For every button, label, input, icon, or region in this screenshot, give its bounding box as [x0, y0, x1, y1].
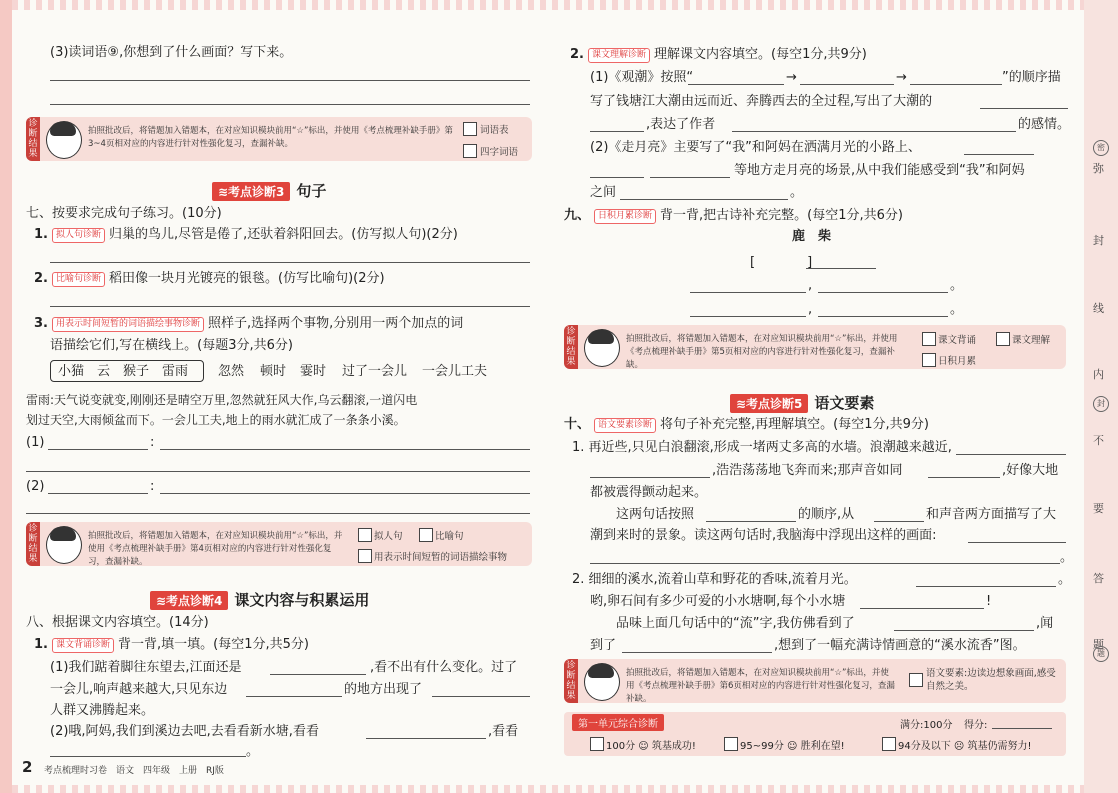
checkbox-personification-label: 拟人句	[374, 531, 403, 542]
answer-line[interactable]	[50, 306, 530, 307]
diagnosis-label: 诊断结果	[564, 325, 578, 369]
fill-blank[interactable]	[916, 586, 1056, 587]
question-text: 将句子补充完整,再理解填空。(每空1分,共9分)	[660, 417, 929, 432]
section-badge: ≋考点诊断3	[212, 182, 290, 201]
question-3-prompt: (3)读词语⑨,你想到了什么画面？写下来。	[50, 45, 293, 60]
r1a: (1)《观潮》按照“	[590, 70, 694, 85]
q8-1b: 一会儿,响声越来越大,只见东边	[50, 682, 228, 697]
seal-circle: 密	[1093, 140, 1109, 156]
fill-blank[interactable]	[620, 199, 788, 200]
question-tag: 比喻句诊断	[52, 272, 105, 287]
p1c: 都被震得颤动起来。	[590, 485, 708, 500]
arrow: →	[786, 70, 797, 85]
checkbox-comprehension[interactable]	[996, 332, 1010, 346]
strip-char: 要	[1093, 502, 1104, 515]
fill-blank[interactable]	[894, 630, 1034, 631]
p2b: 哟,卵石间有多少可爱的小水塘啊,每个小水塘	[590, 594, 846, 609]
p2a: 2. 细细的溪水,流着山草和野花的香味,流着月光。	[572, 572, 857, 587]
blank-2-answer-line[interactable]	[160, 493, 530, 494]
diagnosis-label: 诊断结果	[564, 659, 578, 703]
score-blank[interactable]	[992, 728, 1052, 729]
left-border	[0, 0, 12, 793]
checkbox-time-words-label: 用表示时间短暂的词语描绘事物	[374, 552, 508, 563]
blank-1-subject-line[interactable]	[48, 449, 148, 450]
blank-1-label: (1)	[26, 435, 45, 450]
diagnosis-text: 拍照批改后，将错题加入错题本，在对应知识模块前用“☆”标出，并使用《考点梳理补缺手册》第5页相对应的内容进行针对性强化复习，查漏补缺。	[626, 334, 898, 370]
question-8-2	[570, 46, 867, 63]
section-title: 课文内容与积累运用	[234, 591, 370, 609]
poem-line-blank[interactable]	[818, 292, 948, 293]
result-100: 100分 ☺ 筑基成功!	[606, 741, 696, 752]
fill-blank[interactable]	[590, 131, 644, 132]
checkbox-simile-label: 比喻句	[435, 531, 464, 542]
question-7-3-line2: 语描绘它们,写在横线上。(每题3分,共6分)	[50, 338, 293, 353]
diagnosis-box-2	[26, 522, 532, 566]
blank-2-label: (2)	[26, 479, 45, 494]
poem-line-blank[interactable]	[690, 292, 806, 293]
example-line-1: 雷雨:天气说变就变,刚刚还是晴空万里,忽然就狂风大作,乌云翻滚,一道闪电	[26, 393, 418, 407]
p1b: ,浩浩荡荡地飞奔而来;那声音如同	[712, 463, 903, 478]
fill-blank[interactable]	[650, 177, 730, 178]
period: 。	[950, 302, 964, 317]
seal-circle: 封	[1093, 396, 1109, 412]
section-4-heading	[150, 589, 369, 610]
p2c2: ,闻	[1036, 616, 1054, 631]
q8-1a: (1)我们踮着脚往东望去,江面还是	[50, 660, 242, 675]
p2b2: !	[986, 594, 992, 609]
checkbox-language-elements-label: 语文要素:边读边想象画面,感受自然之美。	[926, 668, 1056, 692]
arrow: →	[896, 70, 907, 85]
question-tag: 语文要素诊断	[594, 418, 656, 433]
checkbox-vocab[interactable]	[463, 122, 477, 136]
comma: ,	[808, 302, 813, 317]
girl-avatar-icon	[584, 663, 620, 701]
footer-text: 考点梳理时习卷 语文 四年级 上册 RJ版	[44, 766, 224, 776]
diagnosis-label: 诊断结果	[26, 117, 40, 161]
p1e: 潮到来时的景象。读这两句话时,我脑海中浮现出这样的画面:	[590, 528, 937, 543]
question-number: 九、	[564, 208, 591, 223]
strip-char: 不	[1093, 434, 1104, 447]
poem-author-bracket[interactable]: [ ]	[750, 255, 813, 270]
checkbox-recitation[interactable]	[922, 332, 936, 346]
fill-blank[interactable]	[800, 84, 894, 85]
r1a2: ”的顺序描	[1002, 70, 1061, 85]
time-word: 过了一会儿	[342, 364, 408, 379]
question-7-2	[34, 270, 385, 287]
checkbox-accumulation[interactable]	[922, 353, 936, 367]
answer-line[interactable]	[50, 262, 530, 263]
question-8-1	[34, 636, 309, 653]
time-word: 顿时	[260, 364, 287, 379]
r2b: 等地方走月亮的场景,从中我们能感受到“我”和阿妈	[734, 163, 1025, 178]
diagnosis-label: 诊断结果	[26, 522, 40, 566]
colon: :	[150, 435, 155, 450]
question-7-3	[34, 315, 463, 332]
question-tag: 课文理解诊断	[588, 48, 650, 63]
r1c: ,表达了作者	[646, 117, 716, 132]
question-number: 2.	[34, 271, 48, 286]
question-7-1	[34, 226, 458, 243]
fill-blank[interactable]	[928, 477, 1000, 478]
comma: ,	[808, 278, 813, 293]
diagnosis-box-1	[26, 117, 532, 161]
answer-line[interactable]	[50, 80, 530, 81]
q8-1d2: ,看看	[488, 724, 519, 739]
strip-char: 线	[1093, 302, 1104, 315]
fill-blank[interactable]	[706, 521, 796, 522]
bottom-wave-border	[0, 785, 1118, 793]
result-94-below: 94分及以下 ☹ 筑基仍需努力!	[898, 741, 1032, 752]
p2d: 到了	[590, 638, 617, 653]
question-tag: 拟人句诊断	[52, 228, 105, 243]
r2c2: 。	[790, 185, 804, 200]
fill-blank[interactable]	[688, 84, 784, 85]
strip-char: 封	[1093, 234, 1104, 247]
r1c2: 的感情。	[1018, 117, 1071, 132]
fill-blank[interactable]	[910, 84, 1002, 85]
fill-blank[interactable]	[874, 521, 924, 522]
section-badge: ≋考点诊断5	[730, 394, 808, 413]
fill-blank[interactable]	[366, 738, 486, 739]
p2d2: ,想到了一幅充满诗情画意的“溪水流香”图。	[774, 638, 1026, 653]
question-tag: 日积月累诊断	[594, 209, 656, 224]
strip-char: 题	[1093, 638, 1104, 651]
fill-blank[interactable]	[956, 454, 1066, 455]
fill-blank[interactable]	[246, 696, 342, 697]
result-100-text: 筑基成功!	[651, 741, 696, 752]
question-number: 3.	[34, 316, 48, 331]
checkbox-time-words[interactable]	[358, 549, 372, 563]
diagnosis-text: 拍照批改后，将错题加入错题本，在对应知识模块前用“☆”标出，并使用《考点梳理补缺手册》第3~4页相对应的内容进行针对性强化复习，查漏补缺。	[88, 126, 453, 149]
summary-score-label: 得分:	[964, 720, 988, 731]
strip-char: 弥	[1093, 162, 1104, 175]
summary-full-score: 满分:100分	[900, 720, 953, 731]
poem-title: 鹿 柴	[792, 229, 832, 244]
question-text: 背一背,把古诗补充完整。(每空1分,共6分)	[660, 208, 903, 223]
question-7: 七、按要求完成句子练习。(10分)	[26, 206, 222, 221]
question-text: 理解课文内容填空。(每空1分,共9分)	[654, 47, 867, 62]
question-10	[564, 416, 929, 433]
p1d: 这两句话按照	[616, 507, 695, 522]
girl-avatar-icon	[584, 329, 620, 367]
p2c: 品味上面几句话中的“流”字,我仿佛看到了	[616, 616, 855, 631]
fill-blank[interactable]	[50, 756, 246, 757]
example-line-2: 划过天空,大雨倾盆而下。一会儿工夫,地上的雨水就汇成了一条条小溪。	[26, 413, 406, 427]
word-box-text: 小猫 云 猴子 雷雨	[58, 364, 189, 379]
question-number: 2.	[570, 47, 584, 62]
checkbox-comprehension-label: 课文理解	[1012, 335, 1051, 346]
question-text: 稻田像一块月光镀亮的银毯。(仿写比喻句)(2分)	[109, 271, 385, 286]
result-95-99-text: 胜利在望!	[800, 741, 845, 752]
q8-1c: 人群又沸腾起来。	[50, 703, 155, 718]
summary-box	[564, 712, 1066, 756]
fill-blank[interactable]	[968, 542, 1066, 543]
result-94-below-text: 筑基仍需努力!	[967, 741, 1032, 752]
girl-avatar-icon	[46, 121, 82, 159]
question-text: 照样子,选择两个事物,分别用一两个加点的词	[208, 316, 464, 331]
question-tag: 课文背诵诊断	[52, 638, 114, 653]
q8-1b2: 的地方出现了	[344, 682, 423, 697]
top-wave-border	[0, 0, 1118, 10]
answer-line[interactable]	[26, 471, 530, 472]
p1d3: 和声音两方面描写了大	[926, 507, 1057, 522]
checkbox-language-elements[interactable]	[909, 673, 923, 687]
checkbox-idioms-label: 四字词语	[480, 147, 519, 158]
q8-1a2: ,看不出有什么变化。过了	[370, 660, 518, 675]
section-badge: ≋考点诊断4	[150, 591, 228, 610]
girl-avatar-icon	[46, 526, 82, 564]
answer-line[interactable]	[26, 513, 530, 514]
result-94-below-score: 94分及以下	[898, 741, 951, 752]
colon: :	[150, 479, 155, 494]
checkbox-accumulation-label: 日积月累	[938, 356, 977, 367]
question-text: 归巢的鸟儿,尽管是倦了,还驮着斜阳回去。(仿写拟人句)(2分)	[109, 227, 458, 242]
checkbox-vocab-label: 词语表	[480, 125, 509, 136]
question-number: 十、	[564, 417, 591, 432]
seal-circle: 题	[1093, 646, 1109, 662]
p1d2: 的顺序,从	[798, 507, 855, 522]
checkbox-100[interactable]	[590, 737, 604, 751]
summary-title: 第一单元综合诊断	[572, 714, 664, 731]
seal-line-strip	[1084, 0, 1118, 793]
section-title: 句子	[296, 182, 327, 200]
answer-line[interactable]	[590, 563, 1060, 564]
diagnosis-text: 拍照批改后，将错题加入错题本，在对应知识模块前用“☆”标出，并使用《考点梳理补缺手册》第4页相对应的内容进行针对性强化复习，查漏补缺。	[88, 531, 343, 567]
question-tag: 用表示时间短暂的词语描绘事物诊断	[52, 317, 204, 332]
period: 。	[1058, 572, 1072, 587]
question-9	[564, 207, 903, 224]
time-word: 一会儿工夫	[422, 364, 488, 379]
time-word: 霎时	[300, 364, 327, 379]
checkbox-recitation-label: 课文背诵	[938, 335, 977, 346]
poem-author-line[interactable]	[806, 268, 876, 269]
fill-blank[interactable]	[432, 696, 530, 697]
blank-1-answer-line[interactable]	[160, 449, 530, 450]
result-100-score: 100分	[606, 741, 636, 752]
fill-blank[interactable]	[964, 154, 1034, 155]
blank-2-subject-line[interactable]	[48, 493, 148, 494]
question-number: 1.	[34, 227, 48, 242]
checkbox-94-below[interactable]	[882, 737, 896, 751]
section-title: 语文要素	[814, 394, 875, 412]
fill-blank[interactable]	[732, 131, 1016, 132]
diagnosis-box-3	[564, 325, 1066, 369]
q8-1d: (2)哦,阿妈,我们到溪边去吧,去看看新水塘,看看	[50, 724, 319, 739]
r1b: 写了钱塘江大潮由远而近、奔腾西去的全过程,写出了大潮的	[590, 94, 933, 109]
q8-1e: 。	[246, 744, 260, 759]
strip-char: 答	[1093, 572, 1104, 585]
checkbox-idioms[interactable]	[463, 144, 477, 158]
period: 。	[950, 278, 964, 293]
fill-blank[interactable]	[590, 177, 644, 178]
p1a: 1. 再近些,只见白浪翻滚,形成一堵两丈多高的水墙。浪潮越来越近,	[572, 440, 952, 455]
fill-blank[interactable]	[590, 477, 710, 478]
strip-char: 内	[1093, 368, 1104, 381]
time-word: 忽然	[218, 364, 245, 379]
diagnosis-text: 拍照批改后，将错题加入错题本，在对应知识模块前用“☆”标出，并使用《考点梳理补缺手册》第6页相对应的内容进行针对性强化复习，查漏补缺。	[626, 668, 895, 704]
question-number: 1.	[34, 637, 48, 652]
fill-blank[interactable]	[980, 108, 1068, 109]
result-95-99: 95~99分 ☺ 胜利在望!	[740, 741, 845, 752]
checkbox-95-99[interactable]	[724, 737, 738, 751]
p1b2: ,好像大地	[1002, 463, 1059, 478]
r2c: 之间	[590, 185, 617, 200]
r2a: (2)《走月亮》主要写了“我”和阿妈在洒满月光的小路上、	[590, 140, 921, 155]
poem-line-blank[interactable]	[690, 316, 806, 317]
section-5-heading	[730, 392, 874, 413]
poem-line-blank[interactable]	[818, 316, 948, 317]
fill-blank[interactable]	[622, 652, 772, 653]
result-95-99-score: 95~99分	[740, 741, 784, 752]
page-number: 2	[22, 758, 33, 776]
diagnosis-box-4	[564, 659, 1066, 703]
checkbox-simile[interactable]	[419, 528, 433, 542]
section-3-heading	[212, 180, 326, 201]
question-8: 八、根据课文内容填空。(14分)	[26, 615, 209, 630]
period: 。	[1060, 550, 1074, 565]
question-text: 背一背,填一填。(每空1分,共5分)	[118, 637, 309, 652]
answer-line[interactable]	[50, 104, 530, 105]
fill-blank[interactable]	[270, 674, 366, 675]
fill-blank[interactable]	[860, 608, 984, 609]
checkbox-personification[interactable]	[358, 528, 372, 542]
